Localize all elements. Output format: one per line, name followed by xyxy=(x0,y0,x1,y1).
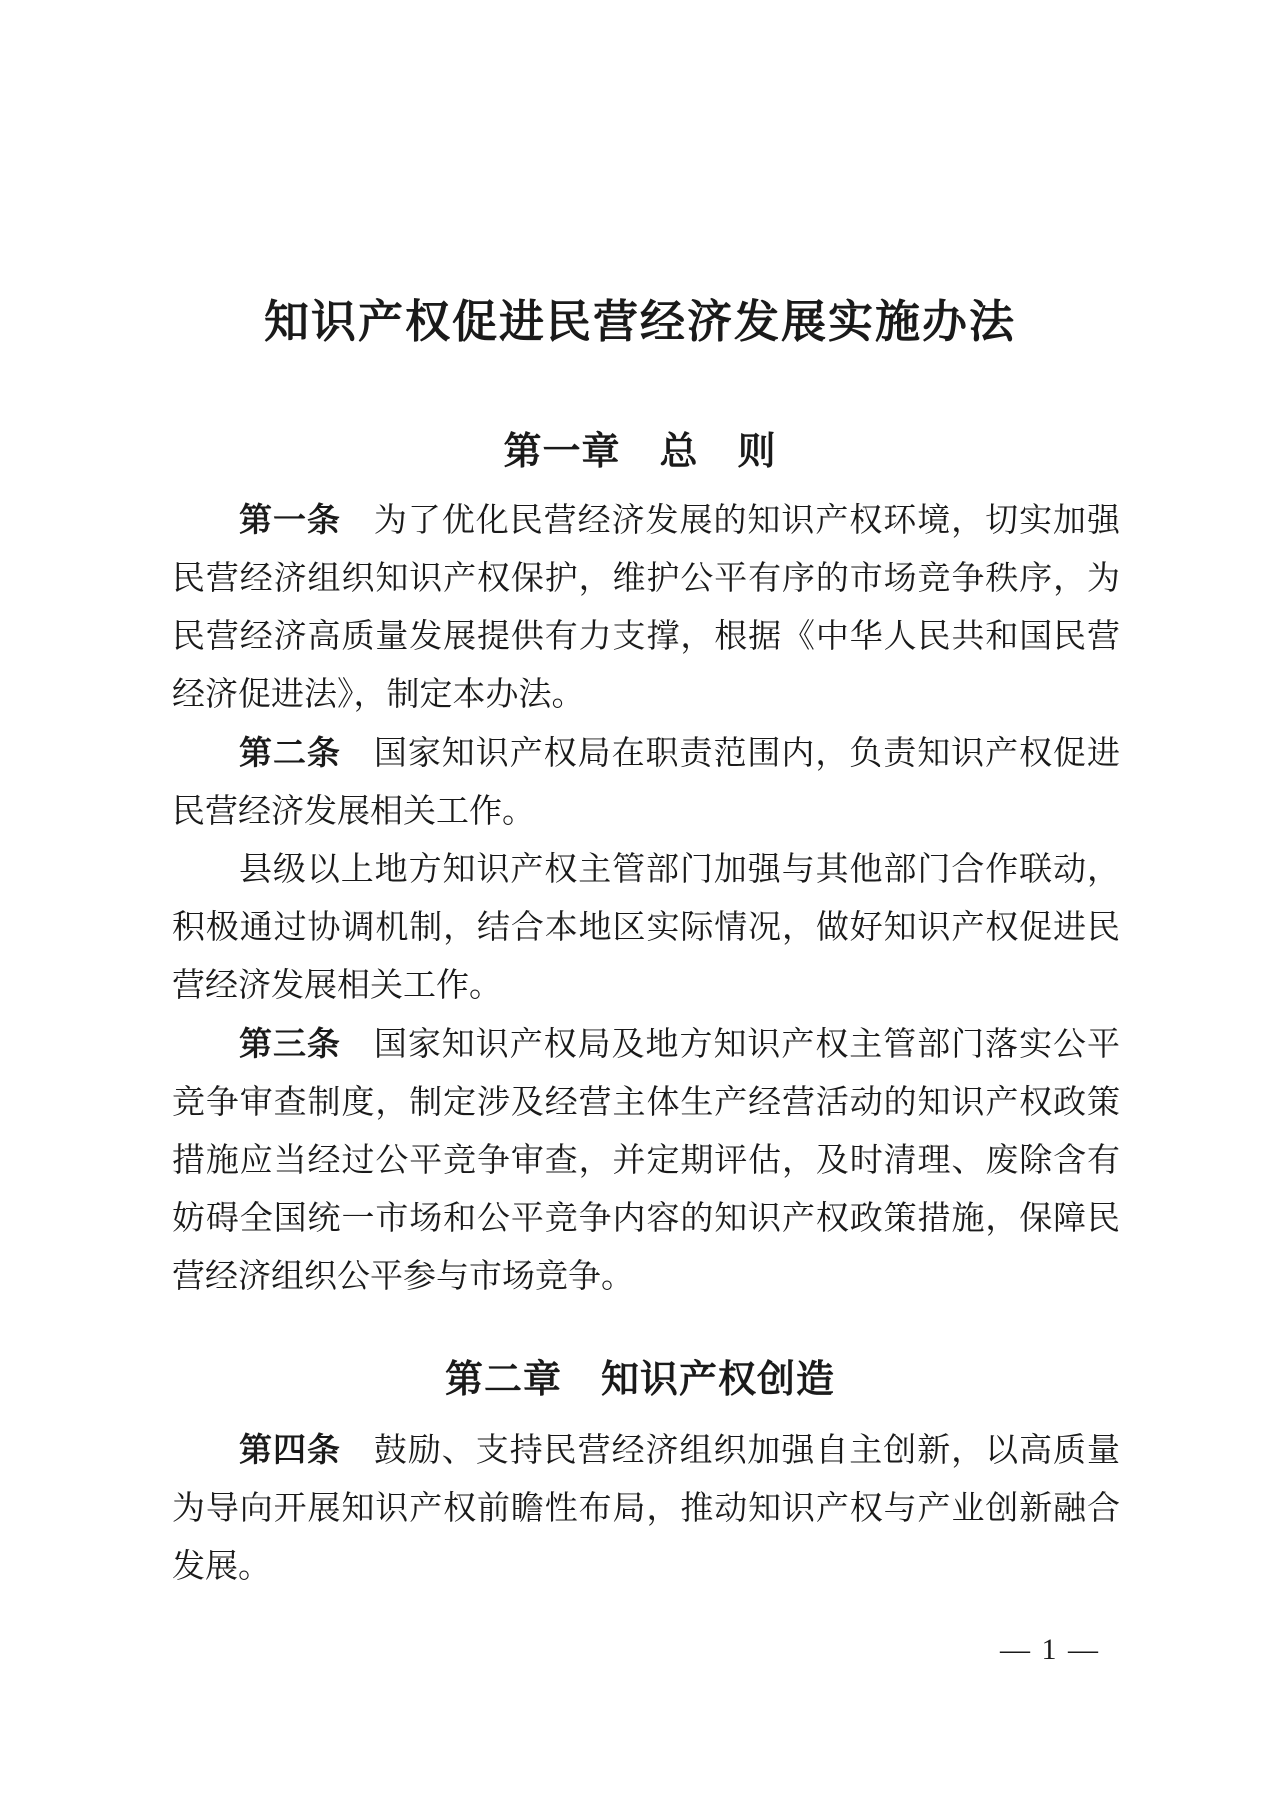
document-title: 知识产权促进民营经济发展实施办法 xyxy=(263,297,1016,347)
body-line xyxy=(172,608,1120,666)
article-4-label: 第四条 xyxy=(239,1431,341,1468)
body-line xyxy=(172,841,1120,899)
line-text: 民营经济发展相关工作。 xyxy=(172,794,535,830)
body-line xyxy=(172,1480,1120,1538)
body-line xyxy=(172,1190,1120,1248)
body-line xyxy=(172,957,1120,1015)
body-line xyxy=(172,550,1120,608)
chapter-2-heading: 第二章 知识产权创造 xyxy=(444,1359,835,1401)
line-text: 为了优化民营经济发展的知识产权环境，切实加强 xyxy=(373,503,1120,539)
line-text: 营经济发展相关工作。 xyxy=(172,968,502,1004)
line-text: 妨碍全国统一市场和公平竞争内容的知识产权政策措施，保障民 xyxy=(172,1201,1120,1237)
line-text: 为导向开展知识产权前瞻性布局，推动知识产权与产业创新融合 xyxy=(172,1491,1120,1527)
body-line xyxy=(172,1538,1120,1596)
body-line xyxy=(172,1248,1120,1306)
chapter-1-body xyxy=(172,491,1120,1306)
body-line xyxy=(172,491,1120,550)
line-text: 经济促进法》，制定本办法。 xyxy=(172,677,585,713)
body-line xyxy=(172,1015,1120,1074)
line-text: 措施应当经过公平竞争审查，并定期评估，及时清理、废除含有 xyxy=(172,1143,1120,1179)
body-line xyxy=(172,1421,1120,1480)
line-text: 积极通过协调机制，结合本地区实际情况，做好知识产权促进民 xyxy=(172,910,1120,946)
body-line xyxy=(172,666,1120,724)
chapter-1-heading: 第一章 总 则 xyxy=(503,431,777,473)
line-text: 营经济组织公平参与市场竞争。 xyxy=(172,1259,634,1295)
line-text: 发展。 xyxy=(172,1549,271,1585)
body-line xyxy=(172,899,1120,957)
body-line xyxy=(172,1132,1120,1190)
line-text: 民营经济组织知识产权保护，维护公平有序的市场竞争秩序，为 xyxy=(172,561,1120,597)
line-text: 县级以上地方知识产权主管部门加强与其他部门合作联动， xyxy=(239,852,1120,888)
chapter-2-body xyxy=(172,1421,1120,1596)
line-text: 国家知识产权局及地方知识产权主管部门落实公平 xyxy=(373,1027,1120,1063)
body-line xyxy=(172,1074,1120,1132)
body-line xyxy=(172,783,1120,841)
article-2-label: 第二条 xyxy=(239,734,341,771)
line-text: 鼓励、支持民营经济组织加强自主创新，以高质量 xyxy=(373,1433,1120,1469)
article-1-label: 第一条 xyxy=(239,501,341,538)
line-text: 竞争审查制度，制定涉及经营主体生产经营活动的知识产权政策 xyxy=(172,1085,1120,1121)
page-number: — 1 — xyxy=(1000,1633,1100,1666)
body-line xyxy=(172,724,1120,783)
line-text: 民营经济高质量发展提供有力支撑，根据《中华人民共和国民营 xyxy=(172,619,1120,655)
article-3-label: 第三条 xyxy=(239,1025,341,1062)
line-text: 国家知识产权局在职责范围内，负责知识产权促进 xyxy=(373,736,1120,772)
